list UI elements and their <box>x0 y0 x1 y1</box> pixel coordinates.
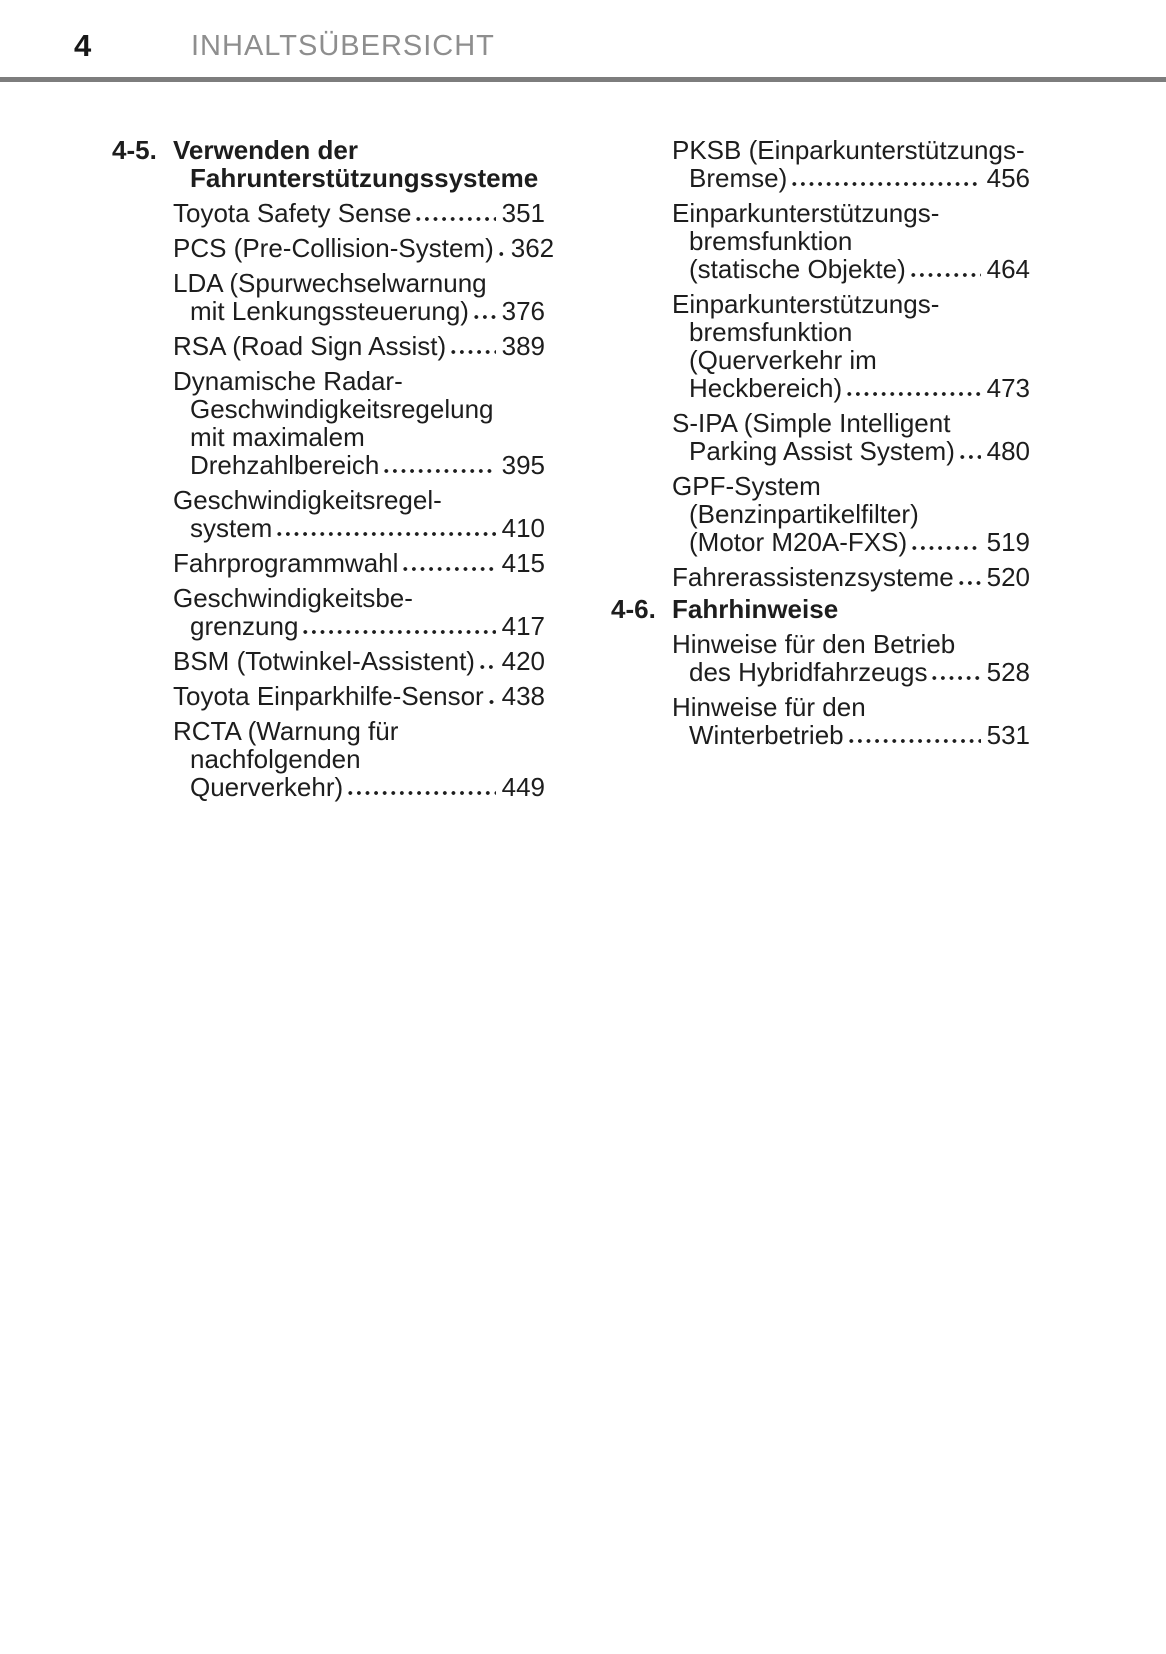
section-title <box>173 136 545 192</box>
dot-leader <box>790 181 980 187</box>
dot-leader <box>910 545 980 551</box>
toc-entry-text: (Motor M20A-FXS) <box>689 527 908 557</box>
dot-leader <box>478 664 496 670</box>
toc-entry-line: bremsfunktion <box>689 226 853 256</box>
toc-entry-line: GPF-System <box>672 471 821 501</box>
dot-leader <box>346 790 495 796</box>
toc-entry <box>173 549 545 577</box>
dot-leader <box>301 629 495 635</box>
toc-section <box>611 136 1030 591</box>
toc-page-number: 456 <box>986 163 1030 193</box>
dot-leader <box>472 314 496 320</box>
toc-entry-line <box>672 721 1030 749</box>
toc-entry-line: Geschwindigkeitsbe- <box>173 583 413 613</box>
toc-entry-line <box>672 437 1030 465</box>
toc-entry-line: RCTA (Warnung für <box>173 716 399 746</box>
toc-entry-line <box>672 374 1030 402</box>
toc-entry-line <box>173 647 545 675</box>
toc-entry-text: grenzung <box>190 611 299 641</box>
toc-entry-line: Einparkunterstützungs- <box>672 289 940 319</box>
toc-page-number: 351 <box>501 198 545 228</box>
toc-entry-text: mit Lenkungssteuerung) <box>190 296 469 326</box>
dot-leader <box>414 216 495 222</box>
toc-page-number: 395 <box>501 450 545 480</box>
toc-page-number: 415 <box>501 548 545 578</box>
toc-entry-line <box>173 549 545 577</box>
dot-leader <box>930 675 980 681</box>
toc-entry-text: Querverkehr) <box>190 772 344 802</box>
toc-entry-line <box>672 255 1030 283</box>
toc-page-number: 438 <box>501 681 545 711</box>
toc-entry-line <box>173 682 545 710</box>
section-body <box>672 595 1030 749</box>
section-title <box>672 595 1030 623</box>
toc-entry-line: bremsfunktion <box>689 317 853 347</box>
toc-entry-text: Parking Assist System) <box>689 436 955 466</box>
toc-page-number: 473 <box>986 373 1030 403</box>
dot-leader <box>845 391 980 397</box>
toc-entry-line <box>173 612 545 640</box>
toc-page-number: 531 <box>986 720 1030 750</box>
toc-entry-line <box>173 233 555 263</box>
toc-page-number: 480 <box>986 436 1030 466</box>
toc-entry-text: BSM (Totwinkel-Assistent) <box>173 646 475 676</box>
toc-entry-line <box>173 297 545 325</box>
section-title-line: Fahrhinweise <box>672 594 839 624</box>
toc-entry-line <box>173 332 545 360</box>
dot-leader <box>957 580 981 586</box>
toc-entry-line: LDA (Spurwechselwarnung <box>173 268 487 298</box>
toc-entry-line <box>173 451 545 479</box>
section-body <box>672 136 1030 591</box>
toc-entry-line: PKSB (Einparkunterstützungs- <box>672 135 1025 165</box>
dot-leader <box>497 251 505 257</box>
toc-entry-line: Hinweise für den <box>672 692 866 722</box>
toc-entry-line: (Benzinpartikelfilter) <box>689 499 919 529</box>
toc-entry-line: nachfolgenden <box>190 744 361 774</box>
toc-page-number: 362 <box>510 233 555 263</box>
dot-leader <box>909 272 981 278</box>
toc-entry <box>672 563 1030 591</box>
toc-entry <box>173 332 545 360</box>
toc-page-number: 520 <box>986 562 1030 592</box>
toc-entry-line: S-IPA (Simple Intelligent <box>672 408 951 438</box>
header-divider <box>0 77 1166 82</box>
dot-leader <box>401 566 495 572</box>
toc-page-number: 420 <box>501 646 545 676</box>
toc-entry <box>672 472 1030 556</box>
toc-entry-line: (Querverkehr im <box>689 345 877 375</box>
toc-entry-line <box>672 658 1030 686</box>
toc-entry <box>173 717 545 801</box>
toc-entry-text: RSA (Road Sign Assist) <box>173 331 447 361</box>
toc-page-number: 389 <box>501 331 545 361</box>
dot-leader <box>449 349 495 355</box>
toc-entry-line <box>672 164 1030 192</box>
toc-entry-line: Dynamische Radar- <box>173 366 403 396</box>
dot-leader <box>487 699 496 705</box>
toc-page-number: 417 <box>501 611 545 641</box>
toc-entry <box>672 199 1030 283</box>
section-title-line: Verwenden der <box>173 135 358 165</box>
toc-entry <box>672 136 1030 192</box>
toc-entry <box>672 630 1030 686</box>
dot-leader <box>847 738 981 744</box>
toc-entry-text: Toyota Safety Sense <box>173 198 412 228</box>
section-number: 4-5. <box>112 135 157 165</box>
toc-entry <box>173 199 545 227</box>
toc-entry <box>173 682 545 710</box>
toc-entry <box>173 584 545 640</box>
toc-entry-text: Winterbetrieb <box>689 720 844 750</box>
section-body <box>173 135 555 802</box>
toc-entry-line <box>173 773 545 801</box>
toc-entry-text: PCS (Pre-Collision-System) <box>173 233 494 263</box>
toc-entry <box>173 269 545 325</box>
toc-entry-line <box>672 528 1030 556</box>
dot-leader <box>958 454 981 460</box>
toc-entry-line <box>173 514 545 542</box>
toc-entry-line <box>173 199 545 227</box>
toc-page-number: 410 <box>501 513 545 543</box>
toc-entry <box>672 409 1030 465</box>
toc-page-number: 376 <box>501 296 545 326</box>
page-number-header: 4 <box>74 28 92 63</box>
toc-page-number: 519 <box>986 527 1030 557</box>
toc-entry-line: Geschwindigkeitsregel- <box>173 485 442 515</box>
toc-column-left <box>112 135 555 802</box>
toc-entry-line: Geschwindigkeitsregelung <box>190 394 494 424</box>
toc-entry <box>173 233 555 263</box>
toc-entry-text: Heckbereich) <box>689 373 843 403</box>
toc-entry-text: Fahrerassistenzsysteme <box>672 562 954 592</box>
toc-entry-line <box>672 563 1030 591</box>
section-number: 4-6. <box>611 594 656 624</box>
toc-entry <box>672 693 1030 749</box>
table-of-contents <box>112 136 1030 801</box>
toc-entry-text: des Hybridfahrzeugs <box>689 657 928 687</box>
toc-entry-text: (statische Objekte) <box>689 254 906 284</box>
toc-page-number: 464 <box>986 254 1030 284</box>
dot-leader <box>382 468 495 474</box>
toc-entry-text: system <box>190 513 273 543</box>
toc-entry-line: mit maximalem <box>190 422 365 452</box>
toc-entry <box>173 367 545 479</box>
toc-entry-line: Einparkunterstützungs- <box>672 198 940 228</box>
toc-page-number: 528 <box>986 657 1030 687</box>
toc-entry <box>173 486 545 542</box>
toc-entry <box>672 290 1030 402</box>
toc-page-number: 449 <box>501 772 545 802</box>
toc-entry-line: Hinweise für den Betrieb <box>672 629 956 659</box>
toc-entry-text: Bremse) <box>689 163 788 193</box>
toc-entry-text: Drehzahlbereich <box>190 450 380 480</box>
page-title: INHALTSÜBERSICHT <box>191 30 495 62</box>
section-number <box>611 136 672 591</box>
toc-entry-text: Fahrprogrammwahl <box>173 548 399 578</box>
toc-section <box>611 595 1030 749</box>
toc-column-right <box>611 136 1030 749</box>
toc-entry <box>173 647 545 675</box>
toc-entry-text: Toyota Einparkhilfe-Sensor <box>173 681 484 711</box>
toc-section <box>112 135 555 802</box>
dot-leader <box>275 531 495 537</box>
section-title-line: Fahrunterstützungssysteme <box>190 163 539 193</box>
